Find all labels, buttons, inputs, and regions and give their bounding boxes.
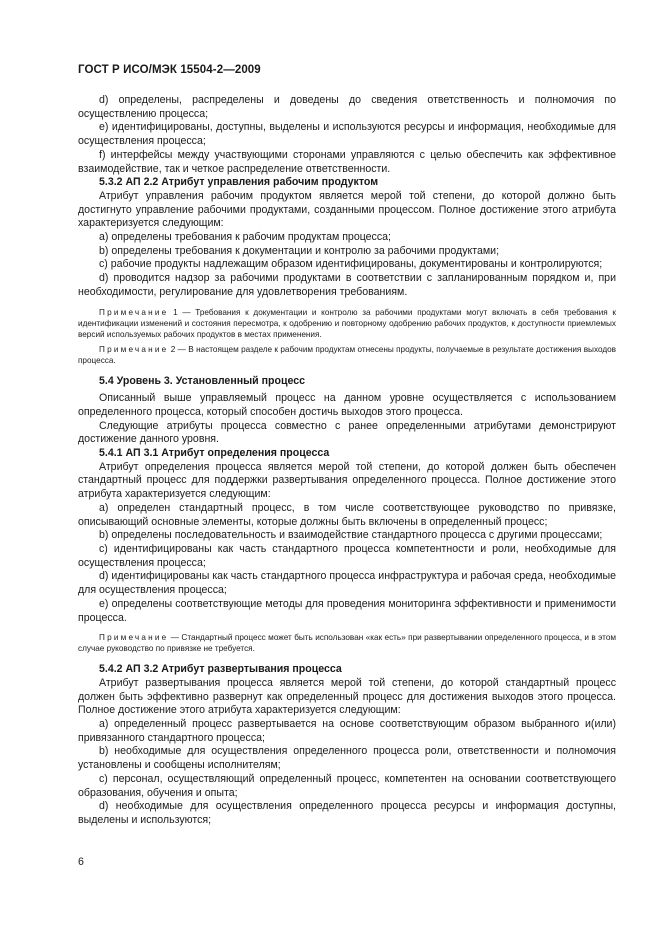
paragraph: Следующие атрибуты процесса совместно с ранее определенными атрибутами демонстрируют достижение данного уровня. — [78, 419, 616, 446]
spacer — [78, 625, 616, 632]
section-heading: 5.3.2 АП 2.2 Атрибут управления рабочим продуктом — [99, 176, 379, 189]
paragraph: a) определенный процесс развертывается на основе соответствующим образом выбранного и(или) привязанного стандартного процесса; — [78, 718, 616, 744]
paragraph: c) рабочие продукты надлежащим образом идентифицированы, документированы и контролируются; — [99, 258, 603, 271]
note-label: Примечание — [99, 633, 169, 643]
paragraph: Атрибут определения процесса является мерой той степени, до которой должен быть обеспечен стандартный процесс для поддержки развертывания определенного процесса. Полное достижение этого атрибута характеризуется следующим: — [78, 460, 616, 501]
paragraph: a) определен стандартный процесс, в том числе соответствующее руководство по привязке, описывающий основные элементы, которые должны быть включены в определенный процесс; — [78, 501, 616, 528]
page-number: 6 — [78, 856, 84, 868]
note-text: 2 — В настоящем разделе к рабочим продуктам отнесены продукты, получаемые в результате достижения выходов процесса. — [78, 344, 616, 365]
paragraph: c) персонал, осуществляющий определенный процесс, компетентен на основании соответствующего образования, обучения и опыта; — [78, 772, 616, 799]
paragraph: Атрибут развертывания процесса является мерой той степени, до которой стандартный процесс должен быть эффективно развернут как определенный процесс для достижения выходов этого процесса. Полное достижение этого атрибута характеризуется следующим: — [78, 676, 616, 717]
paragraph: d) необходимые для осуществления определенного процесса ресурсы и информация доступны, выделены и используются; — [78, 800, 616, 826]
section-heading: 5.4.1 АП 3.1 Атрибут определения процесса — [99, 447, 330, 460]
note-text: 1 — Требования к документации и контролю за рабочими продуктами могут включать в себя требования к идентификации изменений и состояния пересмотра, к одобрению и повторному одобрению рабочих продуктов, к доступности приемлемых версий используемых рабочих продуктов в местах применения. — [78, 307, 616, 339]
paragraph: d) определены, распределены и доведены до сведения ответственность и полномочия по осуществлению процесса; — [78, 94, 616, 120]
spacer — [78, 366, 616, 375]
note-label: Примечание — [99, 307, 169, 317]
section-heading: 5.4 Уровень 3. Установленный процесс — [99, 374, 306, 387]
document-header: ГОСТ Р ИСО/МЭК 15504-2—2009 — [78, 64, 261, 76]
note-paragraph — [78, 344, 616, 366]
paragraph: e) определены соответствующие методы для проведения мониторинга эффективности и применимости процесса. — [78, 597, 616, 624]
paragraph: b) определены требования к документации и контролю за рабочими продуктами; — [99, 244, 500, 257]
paragraph: d) идентифицированы как часть стандартного процесса инфраструктура и рабочая среда, необходимые для осуществления процесса; — [78, 570, 616, 597]
paragraph: f) интерфейсы между участвующими сторонами управляются с целью обеспечить как эффективное взаимодействие, так и четкое распределение ответственности. — [78, 148, 616, 175]
section-heading: 5.4.2 АП 3.2 Атрибут развертывания процесса — [99, 663, 342, 676]
note-text: — Стандартный процесс может быть использован «как есть» при развертывании определенного процесса, и в этом случае руководство по привязке не требуется. — [78, 633, 616, 654]
spacer — [78, 654, 616, 663]
paragraph: d) проводится надзор за рабочими продуктами в соответствии с запланированным порядком и, при необходимости, регулирование для удовлетворения требованиям. — [78, 272, 616, 298]
paragraph: Атрибут управления рабочим продуктом является мерой той степени, до которой должно быть достигнуто управление рабочими продуктами, созданными процессом. Полное достижение этого атрибута характеризуется следующим: — [78, 189, 616, 230]
paragraph: c) идентифицированы как часть стандартного процесса компетентности и роли, необходимые для осуществления процесса; — [78, 542, 616, 569]
note-paragraph — [78, 632, 616, 654]
spacer — [78, 300, 616, 307]
document-body — [78, 94, 616, 828]
paragraph: a) определены требования к рабочим продуктам процесса; — [99, 231, 391, 244]
paragraph: e) идентифицированы, доступны, выделены и используются ресурсы и информация, необходимые для осуществления процесса; — [78, 121, 616, 148]
note-label: Примечание — [99, 344, 169, 354]
paragraph: Описанный выше управляемый процесс на данном уровне осуществляется с использованием определенного процесса, который способен достичь выходов этого процесса. — [78, 392, 616, 418]
paragraph: b) определены последовательность и взаимодействие стандартного процесса с другими процессами; — [99, 529, 603, 542]
note-paragraph — [78, 307, 616, 340]
paragraph: b) необходимые для осуществления определенного процесса роли, ответственности и полномочия установлены и сообщены исполнителям; — [78, 745, 616, 772]
